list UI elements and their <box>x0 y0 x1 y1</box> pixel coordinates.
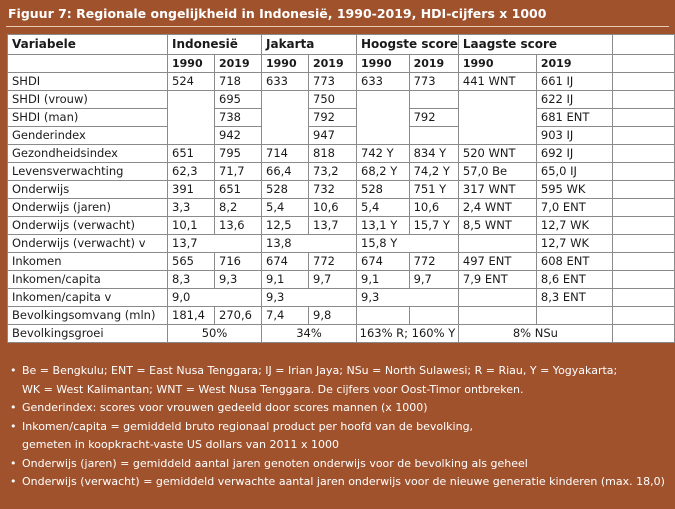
year-cell: 1990 <box>262 55 309 73</box>
bullet-icon: • <box>10 401 17 414</box>
cell: 73,2 <box>309 163 357 181</box>
note-text: WK = West Kalimantan; WNT = West Nusa Tenggara. De cijfers voor Oost-Timor ontbreken. <box>22 382 524 396</box>
cell: 9,3 <box>215 271 262 289</box>
cell: 528 <box>357 181 410 199</box>
cell: 622 IJ <box>536 91 612 109</box>
cell-group: 50% <box>168 325 262 343</box>
cell: 750 <box>309 91 357 109</box>
cell-group: 34% <box>262 325 357 343</box>
cell-span: 9,3 <box>262 289 357 307</box>
cell-empty <box>612 235 674 253</box>
cell: 66,4 <box>262 163 309 181</box>
cell: 795 <box>215 145 262 163</box>
cell-empty <box>357 307 410 325</box>
cell: 947 <box>309 127 357 145</box>
cell-empty <box>612 289 674 307</box>
note-text: Onderwijs (verwacht) = gemiddeld verwachte aantal jaren onderwijs voor de nieuwe generatie kinderen (max. 18,0) <box>22 475 665 488</box>
cell: 773 <box>309 73 357 91</box>
table-row <box>8 181 675 199</box>
cell-empty <box>536 307 612 325</box>
cell: 62,3 <box>168 163 215 181</box>
cell: 12,5 <box>262 217 309 235</box>
cell: 565 <box>168 253 215 271</box>
cell-empty <box>262 91 309 145</box>
note-text: Inkomen/capita = gemiddeld bruto regionaal product per hoofd van de bevolking, <box>22 419 474 433</box>
title-divider <box>6 26 669 27</box>
year-cell: 1990 <box>357 55 410 73</box>
cell-empty <box>612 145 674 163</box>
cell: 7,9 ENT <box>458 271 536 289</box>
cell-group: 8% NSu <box>458 325 612 343</box>
row-label: Inkomen <box>8 253 168 271</box>
row-label: Gezondheidsindex <box>8 145 168 163</box>
year-cell: 1990 <box>168 55 215 73</box>
cell-empty <box>458 235 536 253</box>
cell-group: 163% R; 160% Y <box>357 325 459 343</box>
cell: 391 <box>168 181 215 199</box>
cell: 441 WNT <box>458 73 536 91</box>
note-text: Genderindex: scores voor vrouwen gedeeld door scores mannen (x 1000) <box>22 401 428 414</box>
cell: 903 IJ <box>536 127 612 145</box>
cell: 65,0 IJ <box>536 163 612 181</box>
table-row <box>8 325 675 343</box>
header-empty <box>612 35 674 55</box>
year-cell: 2019 <box>536 55 612 73</box>
cell: 773 <box>409 73 458 91</box>
year-row <box>8 55 675 73</box>
cell: 270,6 <box>215 307 262 325</box>
cell: 2,4 WNT <box>458 199 536 217</box>
year-empty <box>612 55 674 73</box>
cell: 942 <box>215 127 262 145</box>
bullet-icon: • <box>10 419 17 433</box>
row-label: Genderindex <box>8 127 168 145</box>
cell-span: 13,7 <box>168 235 262 253</box>
cell-empty <box>409 307 458 325</box>
cell: 716 <box>215 253 262 271</box>
cell: 732 <box>309 181 357 199</box>
table-row <box>8 109 675 127</box>
table-row <box>8 127 675 145</box>
cell: 15,7 Y <box>409 217 458 235</box>
note-item <box>8 418 668 437</box>
row-label: SHDI <box>8 73 168 91</box>
cell: 692 IJ <box>536 145 612 163</box>
note-item <box>8 399 668 418</box>
cell-empty <box>458 289 536 307</box>
cell: 718 <box>215 73 262 91</box>
cell: 12,7 WK <box>536 217 612 235</box>
cell: 7,0 ENT <box>536 199 612 217</box>
cell-span: 15,8 Y <box>357 235 459 253</box>
table-row <box>8 253 675 271</box>
row-label: SHDI (man) <box>8 109 168 127</box>
cell: 674 <box>262 253 309 271</box>
cell-empty <box>409 91 458 109</box>
table-row <box>8 289 675 307</box>
row-label: Onderwijs (verwacht) v <box>8 235 168 253</box>
note-text: gemeten in koopkracht-vaste US dollars van 2011 x 1000 <box>22 438 339 451</box>
cell: 71,7 <box>215 163 262 181</box>
year-empty <box>8 55 168 73</box>
cell: 651 <box>215 181 262 199</box>
cell: 8,6 ENT <box>536 271 612 289</box>
cell: 9,8 <box>309 307 357 325</box>
header-jakarta: Jakarta <box>262 35 357 55</box>
note-text: Be = Bengkulu; ENT = East Nusa Tenggara; IJ = Irian Jaya; NSu = North Sulawesi; R = Riau, Y = Yogyakarta; <box>22 364 618 377</box>
cell: 5,4 <box>262 199 309 217</box>
cell: 181,4 <box>168 307 215 325</box>
bullet-icon: • <box>10 364 17 377</box>
cell-empty <box>612 253 674 271</box>
cell: 74,2 Y <box>409 163 458 181</box>
cell-empty <box>458 307 536 325</box>
cell: 595 WK <box>536 181 612 199</box>
header-highest: Hoogste score <box>357 35 459 55</box>
cell-empty <box>612 181 674 199</box>
cell: 8,5 WNT <box>458 217 536 235</box>
cell: 497 ENT <box>458 253 536 271</box>
table-row <box>8 235 675 253</box>
row-label: SHDI (vrouw) <box>8 91 168 109</box>
year-cell: 2019 <box>215 55 262 73</box>
row-label: Inkomen/capita v <box>8 289 168 307</box>
notes <box>8 362 668 492</box>
cell: 792 <box>309 109 357 127</box>
row-label: Onderwijs (verwacht) <box>8 217 168 235</box>
note-item <box>8 455 668 474</box>
cell-empty <box>409 127 458 145</box>
cell: 13,7 <box>309 217 357 235</box>
cell: 772 <box>409 253 458 271</box>
table-row <box>8 73 675 91</box>
table-row <box>8 91 675 109</box>
hdi-table <box>7 34 675 343</box>
row-label: Bevolkingsomvang (mln) <box>8 307 168 325</box>
cell: 7,4 <box>262 307 309 325</box>
cell: 633 <box>357 73 410 91</box>
note-item <box>8 362 668 381</box>
cell: 9,1 <box>357 271 410 289</box>
cell: 10,6 <box>409 199 458 217</box>
header-row <box>8 35 675 55</box>
cell: 608 ENT <box>536 253 612 271</box>
cell: 13,1 Y <box>357 217 410 235</box>
cell: 751 Y <box>409 181 458 199</box>
cell: 9,7 <box>409 271 458 289</box>
cell: 3,3 <box>168 199 215 217</box>
cell: 742 Y <box>357 145 410 163</box>
cell-empty <box>612 73 674 91</box>
cell: 9,7 <box>309 271 357 289</box>
cell: 5,4 <box>357 199 410 217</box>
cell-empty <box>357 91 410 145</box>
cell: 12,7 WK <box>536 235 612 253</box>
cell-empty <box>612 217 674 235</box>
table-row <box>8 145 675 163</box>
cell-empty <box>612 109 674 127</box>
bullet-icon: • <box>10 456 17 470</box>
cell: 524 <box>168 73 215 91</box>
header-variable: Variabele <box>8 35 168 55</box>
cell: 661 IJ <box>536 73 612 91</box>
cell: 9,1 <box>262 271 309 289</box>
row-label: Onderwijs <box>8 181 168 199</box>
table-row <box>8 271 675 289</box>
note-text: Onderwijs (jaren) = gemiddeld aantal jaren genoten onderwijs voor de bevolking als geheel <box>22 456 528 470</box>
table-row <box>8 307 675 325</box>
note-item-continued <box>8 436 668 455</box>
cell: 633 <box>262 73 309 91</box>
cell: 834 Y <box>409 145 458 163</box>
year-cell: 2019 <box>409 55 458 73</box>
cell: 681 ENT <box>536 109 612 127</box>
cell: 317 WNT <box>458 181 536 199</box>
cell: 57,0 Be <box>458 163 536 181</box>
cell: 8,2 <box>215 199 262 217</box>
table-row <box>8 199 675 217</box>
cell-empty <box>612 127 674 145</box>
cell: 8,3 <box>168 271 215 289</box>
row-label: Onderwijs (jaren) <box>8 199 168 217</box>
row-label: Inkomen/capita <box>8 271 168 289</box>
cell: 792 <box>409 109 458 127</box>
row-label: Levensverwachting <box>8 163 168 181</box>
cell: 772 <box>309 253 357 271</box>
cell: 651 <box>168 145 215 163</box>
cell: 10,6 <box>309 199 357 217</box>
header-indonesia: Indonesië <box>168 35 262 55</box>
cell-empty <box>612 307 674 325</box>
cell: 13,6 <box>215 217 262 235</box>
cell-empty <box>458 91 536 145</box>
table-row <box>8 217 675 235</box>
table-row <box>8 163 675 181</box>
cell-empty <box>612 325 674 343</box>
row-label: Bevolkingsgroei <box>8 325 168 343</box>
cell: 528 <box>262 181 309 199</box>
cell: 714 <box>262 145 309 163</box>
note-item <box>8 473 668 492</box>
year-cell: 2019 <box>309 55 357 73</box>
cell: 818 <box>309 145 357 163</box>
header-lowest: Laagste score <box>458 35 612 55</box>
note-item-continued <box>8 381 668 400</box>
year-cell: 1990 <box>458 55 536 73</box>
cell-span: 9,0 <box>168 289 262 307</box>
cell-span: 9,3 <box>357 289 459 307</box>
cell-empty <box>612 163 674 181</box>
figure-title: Figuur 7: Regionale ongelijkheid in Indonesië, 1990-2019, HDI-cijfers x 1000 <box>8 6 547 21</box>
cell: 674 <box>357 253 410 271</box>
cell: 68,2 Y <box>357 163 410 181</box>
cell-empty <box>612 271 674 289</box>
cell: 695 <box>215 91 262 109</box>
cell: 520 WNT <box>458 145 536 163</box>
cell: 10,1 <box>168 217 215 235</box>
cell-empty <box>168 91 215 145</box>
cell: 8,3 ENT <box>536 289 612 307</box>
cell-empty <box>612 91 674 109</box>
bullet-icon: • <box>10 475 17 488</box>
cell-empty <box>612 199 674 217</box>
cell-span: 13,8 <box>262 235 357 253</box>
cell: 738 <box>215 109 262 127</box>
hdi-table-container <box>7 34 675 343</box>
